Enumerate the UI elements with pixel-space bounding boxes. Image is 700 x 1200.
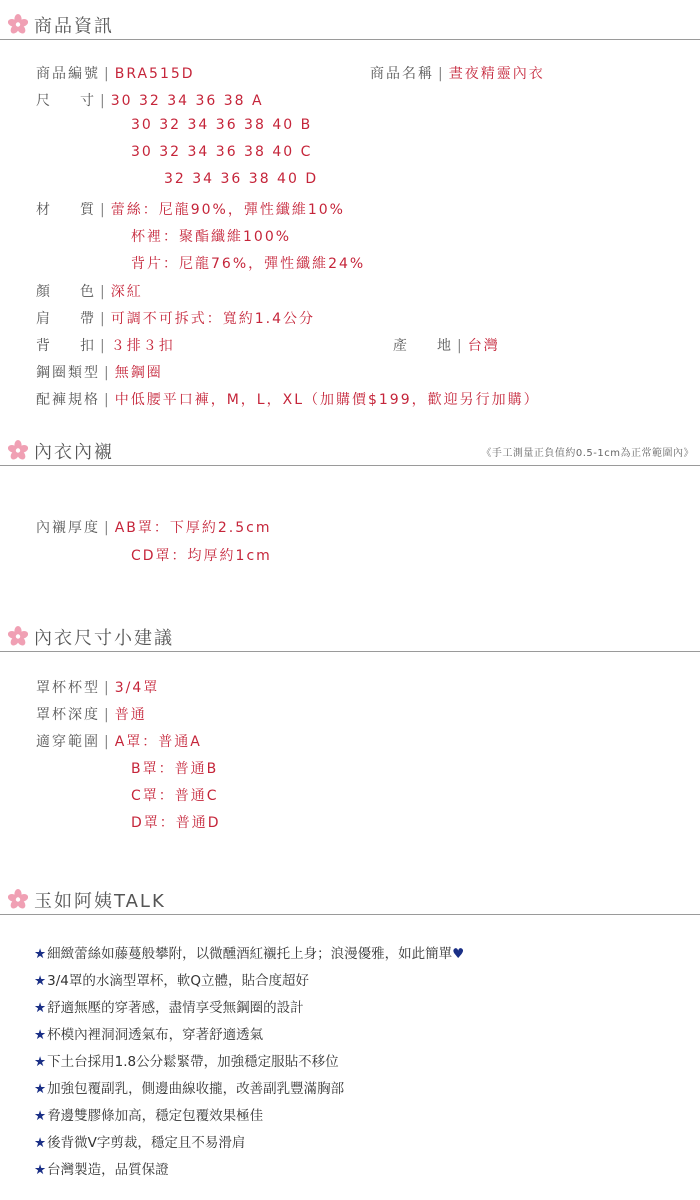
size-value: 30 32 34 36 38 40 B <box>131 117 313 133</box>
size-value: 32 34 36 38 40 D <box>164 171 319 187</box>
material-value: 蕾絲：尼龍90%，彈性纖維10% <box>110 202 345 218</box>
star-icon: ★ <box>34 1108 47 1124</box>
talk-text: 舒適無壓的穿著感，盡情享受無鋼圈的設計 <box>47 1000 304 1016</box>
talk-item <box>34 942 464 962</box>
thickness-label: 內襯厚度 <box>36 520 100 536</box>
wire-value: 無鋼圈 <box>114 365 163 381</box>
fit-range-value: B罩：普通B <box>131 761 219 777</box>
size-value: 30 32 34 36 38 A <box>110 93 264 109</box>
hook-label-b: 扣 <box>80 338 96 354</box>
strap-label-b: 帶 <box>80 311 96 327</box>
fit-range-label: 適穿範圍 <box>36 734 100 750</box>
section-title: 內衣內襯 <box>34 442 114 463</box>
divider <box>0 39 700 40</box>
talk-item <box>34 1077 344 1097</box>
talk-item <box>34 969 309 989</box>
color-value: 深紅 <box>110 284 143 300</box>
cup-depth-row: 罩杯深度 | 普通 <box>36 707 147 723</box>
strap-value: 可調不可拆式：寬約1.4公分 <box>110 311 315 327</box>
fit-range-row: 適穿範圍 | A罩：普通A <box>36 734 202 750</box>
pants-label: 配褲規格 <box>36 392 100 408</box>
pants-row: 配褲規格 | 中低腰平口褲，M，L，XL（加購價$199，歡迎另行加購） <box>36 392 540 408</box>
material-label-b: 質 <box>80 202 96 218</box>
talk-text: 後背微V字剪裁，穩定且不易滑肩 <box>47 1135 246 1151</box>
cup-depth-label: 罩杯深度 <box>36 707 100 723</box>
fit-range-value: C罩：普通C <box>131 788 219 804</box>
talk-item <box>34 1158 169 1178</box>
color-label-a: 顏 <box>36 284 52 300</box>
section-header-talk <box>0 885 700 915</box>
section-header-product-info <box>0 10 700 40</box>
size-value: 30 32 34 36 38 40 C <box>131 144 313 160</box>
talk-text: 脅邊雙膠條加高，穩定包覆效果極佳 <box>47 1108 264 1124</box>
product-code-label: 商品編號 <box>36 66 100 82</box>
star-icon: ★ <box>34 1027 47 1043</box>
origin-value: 台灣 <box>467 338 500 354</box>
star-icon: ★ <box>34 1081 47 1097</box>
talk-item <box>34 996 304 1016</box>
product-code-value: BRA515D <box>114 66 195 82</box>
star-icon: ★ <box>34 1000 47 1016</box>
flower-icon <box>8 626 28 646</box>
talk-item <box>34 1131 245 1151</box>
color-label-b: 色 <box>80 284 96 300</box>
product-code-row: 商品編號 | BRA515D <box>36 66 195 82</box>
measurement-note: 《手工測量正負值約0.5-1cm為正常範圍內》 <box>481 448 694 459</box>
flower-icon <box>8 889 28 909</box>
thickness-value: CD罩：均厚約1cm <box>131 548 272 564</box>
talk-item <box>34 1104 263 1124</box>
origin-label-b: 地 <box>437 338 453 354</box>
material-row: 材 質 | 蕾絲：尼龍90%，彈性纖維10% <box>36 202 345 218</box>
thickness-value: AB罩：下厚約2.5cm <box>114 520 272 536</box>
star-icon: ★ <box>34 1162 47 1178</box>
cup-type-label: 罩杯杯型 <box>36 680 100 696</box>
talk-item <box>34 1023 263 1043</box>
divider <box>0 465 700 466</box>
material-value: 杯裡：聚酯纖維100% <box>131 229 292 245</box>
section-title: 內衣尺寸小建議 <box>34 628 174 649</box>
cup-depth-value: 普通 <box>114 707 147 723</box>
section-title: 玉如阿姨TALK <box>34 891 166 912</box>
size-label-a: 尺 <box>36 93 52 109</box>
size-label-b: 寸 <box>80 93 96 109</box>
color-row: 顏 色 | 深紅 <box>36 284 143 300</box>
star-icon: ★ <box>34 973 47 989</box>
divider <box>0 914 700 915</box>
hook-label-a: 背 <box>36 338 52 354</box>
talk-text: 下土台採用1.8公分鬆緊帶，加強穩定服貼不移位 <box>47 1054 339 1070</box>
material-label-a: 材 <box>36 202 52 218</box>
section-title: 商品資訊 <box>34 16 114 37</box>
wire-label: 鋼圈類型 <box>36 365 100 381</box>
product-name-value: 晝夜精靈內衣 <box>448 66 545 82</box>
talk-text: 3/4罩的水滴型罩杯，軟Q立體，貼合度超好 <box>47 973 309 989</box>
origin-row: 產 地 | 台灣 <box>393 338 500 354</box>
talk-item <box>34 1050 339 1070</box>
wire-row: 鋼圈類型 | 無鋼圈 <box>36 365 163 381</box>
talk-text: 台灣製造，品質保證 <box>47 1162 169 1178</box>
hook-row: 背 扣 | ３排３扣 <box>36 338 175 354</box>
product-name-row: 商品名稱 | 晝夜精靈內衣 <box>370 66 545 82</box>
star-icon: ★ <box>34 1135 47 1151</box>
cup-type-value: 3/4罩 <box>114 680 160 696</box>
talk-text: 加強包覆副乳，側邊曲線收攏，改善副乳豐滿胸部 <box>47 1081 345 1097</box>
star-icon: ★ <box>34 1054 47 1070</box>
pants-value: 中低腰平口褲，M，L，XL（加購價$199，歡迎另行加購） <box>114 392 540 408</box>
origin-label-a: 產 <box>393 338 409 354</box>
section-header-size-advice <box>0 622 700 652</box>
heart-icon: ♥ <box>452 946 465 962</box>
hook-value: ３排３扣 <box>110 338 175 354</box>
material-value: 背片：尼龍76%，彈性纖維24% <box>131 256 366 272</box>
fit-range-value: D罩：普通D <box>131 815 221 831</box>
flower-icon <box>8 440 28 460</box>
talk-text: 細緻蕾絲如藤蔓般攀附，以微醺酒紅襯托上身；浪漫優雅，如此簡單 <box>47 946 453 962</box>
section-header-lining <box>0 436 700 466</box>
strap-row: 肩 帶 | 可調不可拆式：寬約1.4公分 <box>36 311 315 327</box>
size-row: 尺 寸 | 30 32 34 36 38 A <box>36 93 264 109</box>
fit-range-value: A罩：普通A <box>114 734 202 750</box>
thickness-row: 內襯厚度 | AB罩：下厚約2.5cm <box>36 520 272 536</box>
strap-label-a: 肩 <box>36 311 52 327</box>
cup-type-row: 罩杯杯型 | 3/4罩 <box>36 680 160 696</box>
product-name-label: 商品名稱 <box>370 66 434 82</box>
talk-text: 杯模內裡洞洞透氣布，穿著舒適透氣 <box>47 1027 264 1043</box>
star-icon: ★ <box>34 946 47 962</box>
divider <box>0 651 700 652</box>
flower-icon <box>8 14 28 34</box>
